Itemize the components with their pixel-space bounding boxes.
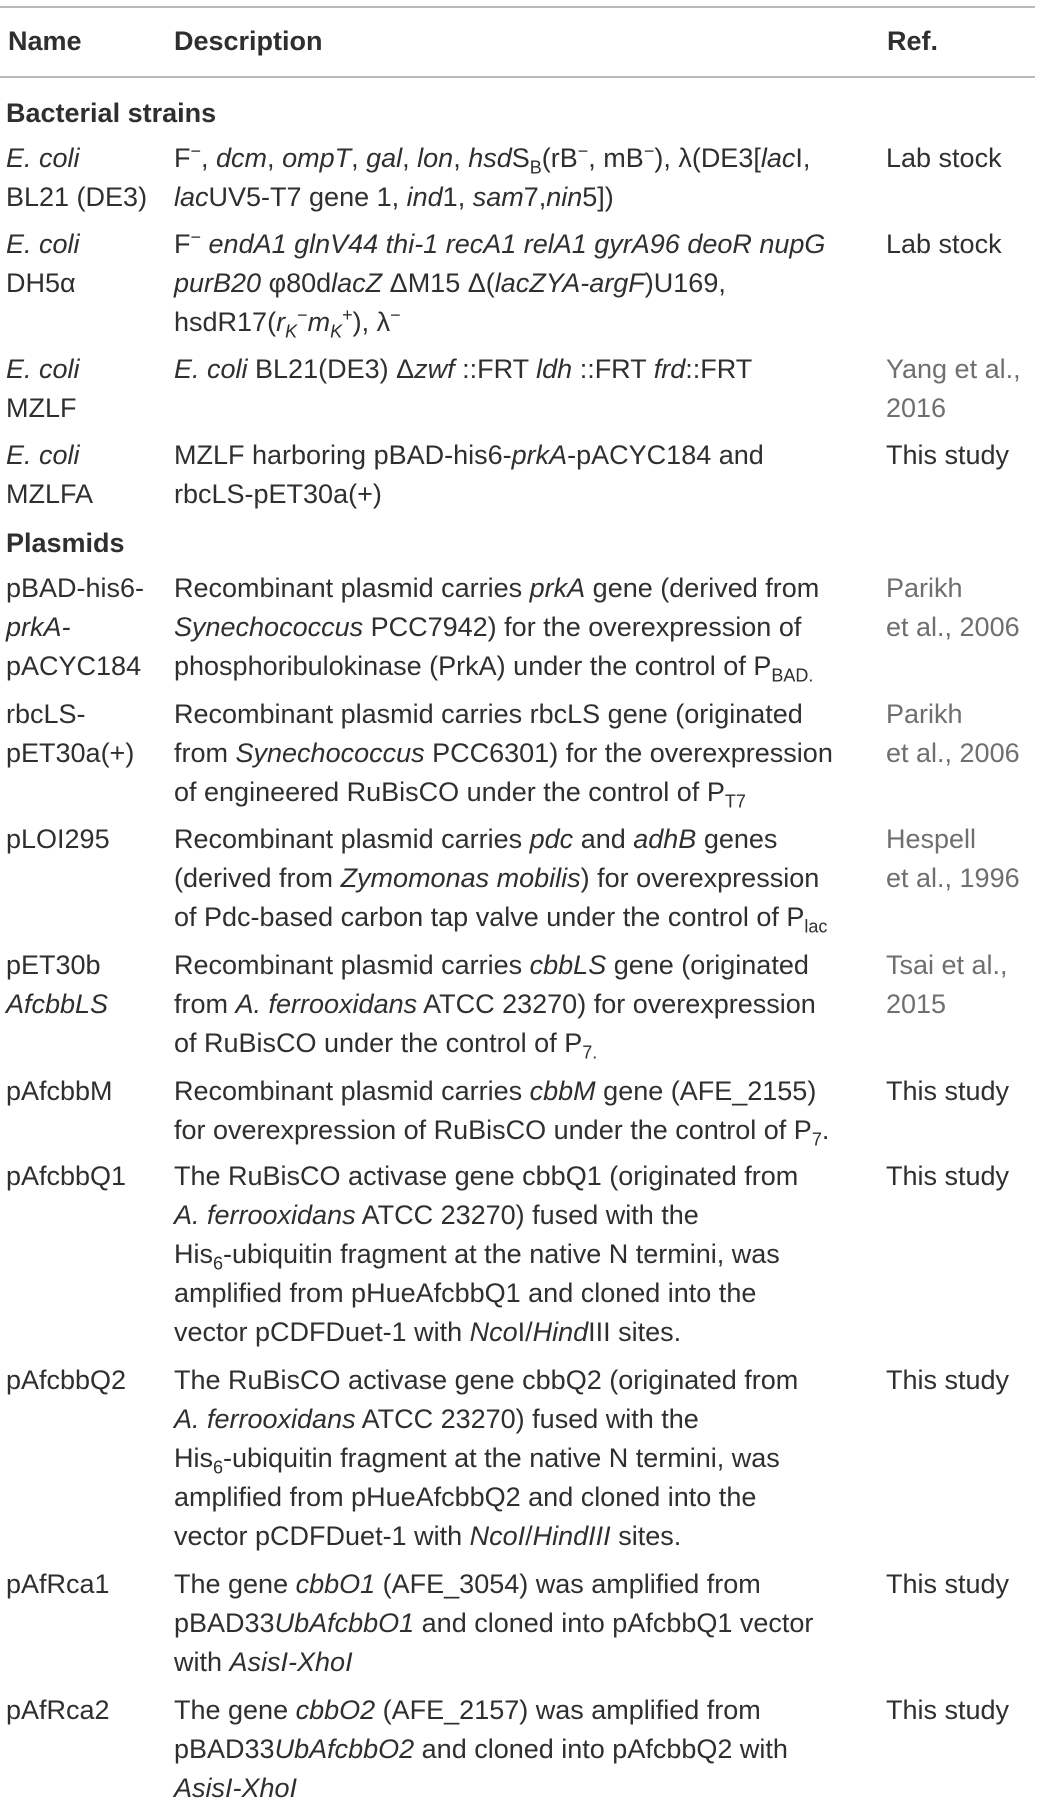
row-ref: This study bbox=[886, 1695, 1010, 1725]
top-rule bbox=[0, 6, 1035, 8]
row-description: Recombinant plasmid carries cbbLS gene (originated bbox=[174, 950, 809, 980]
row-name: E. coli bbox=[6, 143, 80, 173]
row-ref: et al., 2006 bbox=[886, 612, 1020, 642]
row-ref: This study bbox=[886, 1076, 1010, 1106]
row-description: with AsisI-XhoI bbox=[174, 1647, 353, 1677]
row-description: (derived from Zymomonas mobilis) for overexpression bbox=[174, 863, 820, 893]
row-name: pLOI295 bbox=[6, 824, 110, 854]
row-description: of RuBisCO under the control of $P_{7.}$ bbox=[174, 1028, 598, 1063]
row-name: prkA- bbox=[6, 612, 71, 642]
row-name: pAfRca2 bbox=[6, 1695, 110, 1725]
row-name: BL21 (DE3) bbox=[6, 182, 148, 212]
row-description: F−, dcm, ompT, gal, lon, hsdS$_B$(rB−, mB−), λ(DE3[lacI, bbox=[174, 141, 811, 178]
row-description: pBAD33UbAfcbbO2 and cloned into pAfcbbQ2 with bbox=[174, 1734, 788, 1764]
row-description: A. ferrooxidans ATCC 23270) fused with the bbox=[174, 1200, 699, 1230]
section-plasmids: Plasmids bbox=[6, 528, 125, 558]
row-description: from Synechococcus PCC6301) for the overexpression bbox=[174, 738, 833, 768]
row-name: E. coli bbox=[6, 354, 80, 384]
row-ref: This study bbox=[886, 1161, 1010, 1191]
row-description: The RuBisCO activase gene cbbQ2 (originated from bbox=[174, 1365, 799, 1395]
row-description: The gene cbbO1 (AFE_3054) was amplified from bbox=[174, 1569, 761, 1599]
row-description: Recombinant plasmid carries pdc and adhB genes bbox=[174, 824, 778, 854]
row-description: amplified from pHueAfcbbQ2 and cloned into the bbox=[174, 1482, 757, 1512]
row-ref: Yang et al., bbox=[886, 354, 1021, 384]
row-name: pACYC184 bbox=[6, 651, 142, 681]
row-name: rbcLS- bbox=[6, 699, 86, 729]
row-description: The RuBisCO activase gene cbbQ1 (originated from bbox=[174, 1161, 799, 1191]
row-description: amplified from pHueAfcbbQ1 and cloned into the bbox=[174, 1278, 757, 1308]
row-ref: 2015 bbox=[886, 989, 947, 1019]
row-description: purB20 φ80dlacZ ΔM15 Δ(lacZYA-argF)U169, bbox=[174, 268, 726, 298]
row-name: DH5α bbox=[6, 268, 76, 298]
row-description: lacUV5-T7 gene 1, ind1, sam7,nin5]) bbox=[174, 182, 614, 212]
row-description: The gene cbbO2 (AFE_2157) was amplified from bbox=[174, 1695, 761, 1725]
row-ref: This study bbox=[886, 1365, 1010, 1395]
row-ref: et al., 2006 bbox=[886, 738, 1020, 768]
row-name: MZLF bbox=[6, 393, 77, 423]
row-name: pET30a(+) bbox=[6, 738, 135, 768]
row-name: pAfcbbQ2 bbox=[6, 1365, 127, 1395]
section-bacterial-strains: Bacterial strains bbox=[6, 98, 217, 128]
header-name: Name bbox=[8, 26, 82, 56]
row-name: E. coli bbox=[6, 440, 80, 470]
row-description: of engineered RuBisCO under the control of $P_{T7}$ bbox=[174, 777, 746, 812]
row-ref: Parikh bbox=[886, 699, 963, 729]
row-ref: Lab stock bbox=[886, 229, 1002, 259]
row-description: E. coli BL21(DE3) Δzwf ::FRT ldh ::FRT frd::FRT bbox=[174, 354, 753, 384]
row-ref: Hespell bbox=[886, 824, 977, 854]
row-description: from A. ferrooxidans ATCC 23270) for overexpression bbox=[174, 989, 816, 1019]
row-ref: Tsai et al., bbox=[886, 950, 1008, 980]
row-description: vector pCDFDuet-1 with NcoI/HindIII sites. bbox=[174, 1521, 682, 1551]
row-description: rbcLS-pET30a(+) bbox=[174, 479, 382, 509]
row-name: pAfcbbQ1 bbox=[6, 1161, 127, 1191]
row-ref: This study bbox=[886, 1569, 1010, 1599]
row-name: pAfRca1 bbox=[6, 1569, 110, 1599]
row-description: Recombinant plasmid carries prkA gene (derived from bbox=[174, 573, 820, 603]
row-ref: 2016 bbox=[886, 393, 947, 423]
row-description: phosphoribulokinase (PrkA) under the control of $P_{BAD.}$ bbox=[174, 651, 814, 686]
row-name: pBAD-his6- bbox=[6, 573, 145, 603]
row-description: of Pdc-based carbon tap valve under the control of $P_{lac}$ bbox=[174, 902, 828, 937]
row-description: Synechococcus PCC7942) for the overexpression of bbox=[174, 612, 802, 642]
row-description: vector pCDFDuet-1 with NcoI/HindIII sites. bbox=[174, 1317, 682, 1347]
row-name: pET30b bbox=[6, 950, 101, 980]
row-description: $hsdR17(r_K^-m_K^+)$, λ− bbox=[174, 305, 401, 342]
row-description: His$_6$-ubiquitin fragment at the native N termini, was bbox=[174, 1443, 780, 1478]
row-description: His$_6$-ubiquitin fragment at the native N termini, was bbox=[174, 1239, 780, 1274]
row-ref: Parikh bbox=[886, 573, 963, 603]
header-ref: Ref. bbox=[887, 26, 939, 56]
row-ref: et al., 1996 bbox=[886, 863, 1020, 893]
row-description: AsisI-XhoI bbox=[174, 1773, 298, 1803]
row-description: for overexpression of RuBisCO under the control of $P_7$. bbox=[174, 1115, 830, 1150]
row-description: Recombinant plasmid carries rbcLS gene (originated bbox=[174, 699, 803, 729]
row-description: F− endA1 glnV44 thi-1 recA1 relA1 gyrA96 deoR nupG bbox=[174, 227, 826, 259]
row-name: MZLFA bbox=[6, 479, 94, 509]
row-description: pBAD33UbAfcbbO1 and cloned into pAfcbbQ1 vector bbox=[174, 1608, 814, 1638]
row-name: pAfcbbM bbox=[6, 1076, 113, 1106]
header-description: Description bbox=[174, 26, 323, 56]
row-name: AfcbbLS bbox=[6, 989, 109, 1019]
row-description: Recombinant plasmid carries cbbM gene (AFE_2155) bbox=[174, 1076, 817, 1106]
row-name: E. coli bbox=[6, 229, 80, 259]
row-ref: Lab stock bbox=[886, 143, 1002, 173]
header-rule bbox=[0, 76, 1035, 78]
row-description: MZLF harboring pBAD-his6-prkA-pACYC184 and bbox=[174, 440, 764, 470]
row-ref: This study bbox=[886, 440, 1010, 470]
row-description: A. ferrooxidans ATCC 23270) fused with the bbox=[174, 1404, 699, 1434]
